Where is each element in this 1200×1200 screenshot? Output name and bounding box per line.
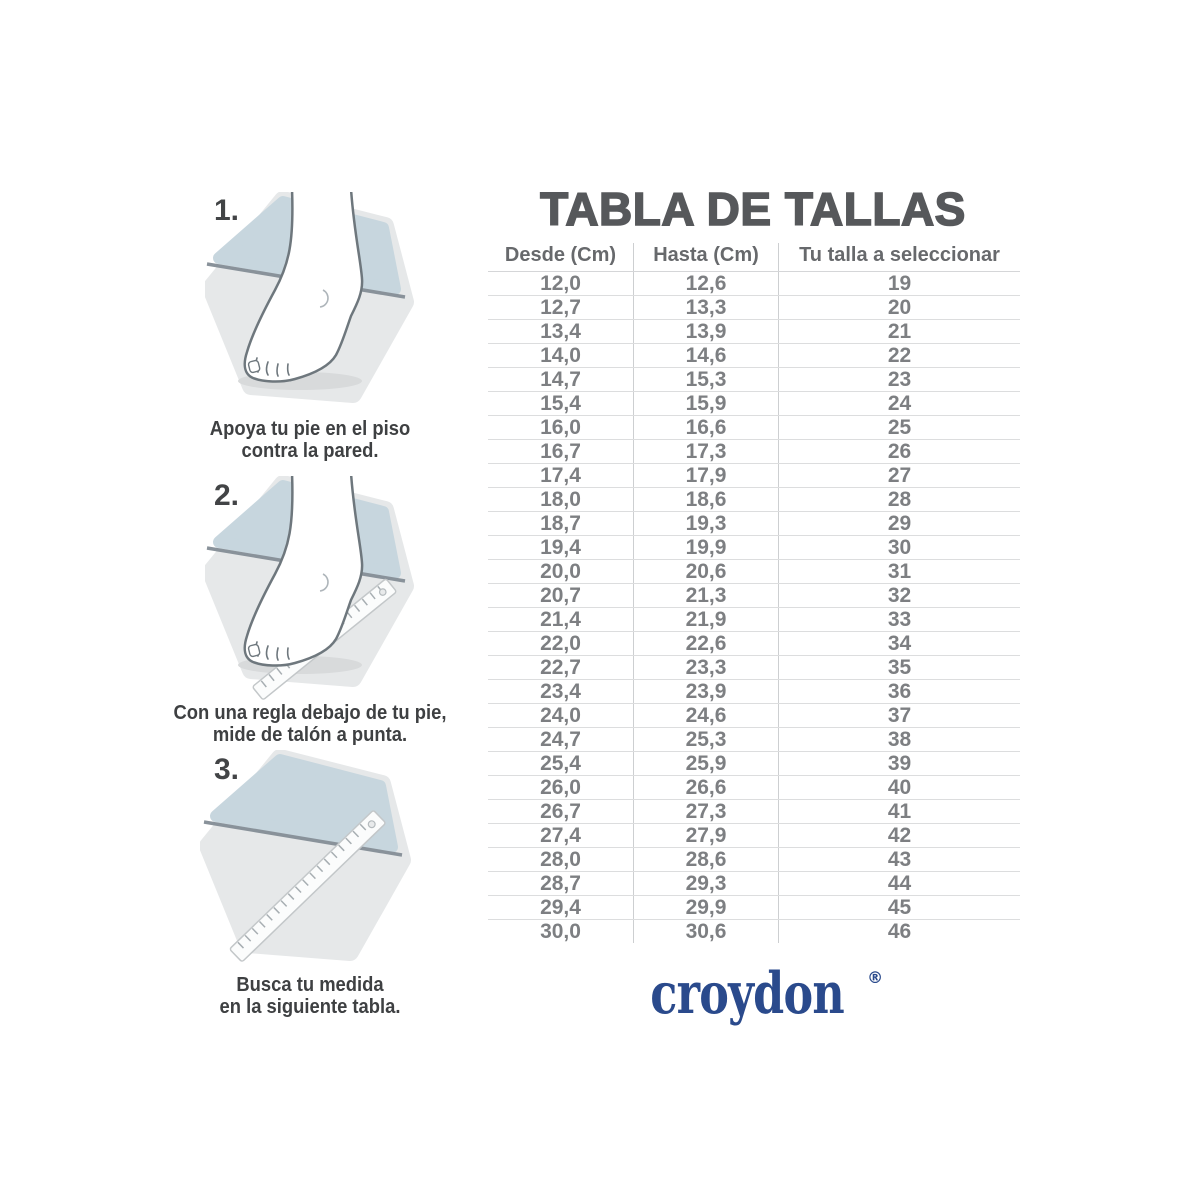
table-cell: 13,3	[634, 296, 779, 320]
table-cell: 20	[779, 296, 1021, 320]
table-cell: 21,3	[634, 584, 779, 608]
table-cell: 15,3	[634, 368, 779, 392]
table-row	[488, 296, 1020, 320]
caption-line: contra la pared.	[241, 440, 379, 462]
table-cell: 45	[779, 896, 1021, 920]
table-cell: 28,0	[488, 848, 634, 872]
table-cell: 22,7	[488, 656, 634, 680]
table-cell: 46	[779, 920, 1021, 944]
table-cell: 16,6	[634, 416, 779, 440]
table-row	[488, 656, 1020, 680]
table-row	[488, 632, 1020, 656]
table-cell: 28,7	[488, 872, 634, 896]
step-2-number: 2.	[214, 479, 240, 512]
step-1-caption	[154, 418, 467, 462]
step-2-caption	[154, 702, 467, 746]
table-cell: 13,4	[488, 320, 634, 344]
table-cell: 16,7	[488, 440, 634, 464]
table-cell: 13,9	[634, 320, 779, 344]
table-cell: 14,0	[488, 344, 634, 368]
table-cell: 24,0	[488, 704, 634, 728]
table-cell: 15,9	[634, 392, 779, 416]
table-row	[488, 320, 1020, 344]
table-row	[488, 848, 1020, 872]
table-cell: 25	[779, 416, 1021, 440]
table-cell: 21,9	[634, 608, 779, 632]
table-cell: 15,4	[488, 392, 634, 416]
table-cell: 27,9	[634, 824, 779, 848]
table-cell: 19,9	[634, 536, 779, 560]
table-cell: 20,6	[634, 560, 779, 584]
table-cell: 30,6	[634, 920, 779, 944]
table-cell: 44	[779, 872, 1021, 896]
table-cell: 28	[779, 488, 1021, 512]
table-cell: 18,7	[488, 512, 634, 536]
table-row	[488, 344, 1020, 368]
table-row	[488, 584, 1020, 608]
brand-name: croydon	[650, 960, 844, 1027]
table-cell: 34	[779, 632, 1021, 656]
table-cell: 26,7	[488, 800, 634, 824]
size-table-header	[488, 243, 1020, 272]
table-row	[488, 776, 1020, 800]
table-row	[488, 872, 1020, 896]
table-cell: 19	[779, 272, 1021, 296]
table-cell: 30	[779, 536, 1021, 560]
table-cell: 18,0	[488, 488, 634, 512]
table-cell: 19,3	[634, 512, 779, 536]
table-row	[488, 680, 1020, 704]
table-cell: 32	[779, 584, 1021, 608]
step-3-caption	[154, 974, 467, 1018]
table-cell: 21	[779, 320, 1021, 344]
column-header-hasta: Hasta (Cm)	[634, 243, 779, 272]
table-cell: 22,6	[634, 632, 779, 656]
table-cell: 23,4	[488, 680, 634, 704]
caption-line: Busca tu medida	[236, 974, 384, 996]
table-cell: 27	[779, 464, 1021, 488]
table-cell: 17,4	[488, 464, 634, 488]
table-cell: 17,9	[634, 464, 779, 488]
table-cell: 43	[779, 848, 1021, 872]
table-row	[488, 608, 1020, 632]
table-row	[488, 896, 1020, 920]
table-row	[488, 752, 1020, 776]
table-row	[488, 920, 1020, 944]
table-cell: 26,6	[634, 776, 779, 800]
table-cell: 26	[779, 440, 1021, 464]
table-cell: 25,9	[634, 752, 779, 776]
table-cell: 37	[779, 704, 1021, 728]
table-cell: 22	[779, 344, 1021, 368]
table-row	[488, 824, 1020, 848]
foot-against-wall-icon	[205, 192, 415, 420]
column-header-talla: Tu talla a seleccionar	[779, 243, 1021, 272]
table-cell: 29,4	[488, 896, 634, 920]
table-cell: 26,0	[488, 776, 634, 800]
table-cell: 20,7	[488, 584, 634, 608]
table-cell: 12,6	[634, 272, 779, 296]
table-cell: 41	[779, 800, 1021, 824]
table-cell: 29,3	[634, 872, 779, 896]
brand-logo	[488, 960, 1018, 1027]
table-cell: 35	[779, 656, 1021, 680]
page-title: TABLA DE TALLAS	[540, 183, 966, 235]
size-table-body	[488, 272, 1020, 944]
table-cell: 23,9	[634, 680, 779, 704]
caption-line: Con una regla debajo de tu pie,	[173, 702, 447, 724]
table-row	[488, 704, 1020, 728]
table-cell: 19,4	[488, 536, 634, 560]
table-cell: 14,6	[634, 344, 779, 368]
table-cell: 29,9	[634, 896, 779, 920]
table-cell: 29	[779, 512, 1021, 536]
table-cell: 24,6	[634, 704, 779, 728]
table-cell: 14,7	[488, 368, 634, 392]
table-cell: 27,3	[634, 800, 779, 824]
caption-line: mide de talón a punta.	[212, 724, 408, 746]
table-cell: 17,3	[634, 440, 779, 464]
table-cell: 16,0	[488, 416, 634, 440]
table-cell: 30,0	[540, 920, 581, 943]
table-row	[488, 392, 1020, 416]
table-cell: 39	[779, 752, 1021, 776]
table-cell: 23	[779, 368, 1021, 392]
table-cell: 21,4	[488, 608, 634, 632]
step-1-number: 1.	[214, 194, 240, 227]
table-row	[488, 368, 1020, 392]
table-cell: 38	[779, 728, 1021, 752]
table-cell: 42	[779, 824, 1021, 848]
table-row	[488, 416, 1020, 440]
table-cell: 31	[779, 560, 1021, 584]
caption-line: Apoya tu pie en el piso	[209, 418, 411, 440]
ruler-on-floor-icon	[200, 750, 415, 975]
foot-measured-with-ruler-icon	[205, 476, 415, 710]
size-table	[488, 243, 1020, 943]
table-cell: 24	[779, 392, 1021, 416]
table-row	[488, 536, 1020, 560]
table-row	[488, 512, 1020, 536]
table-row	[488, 464, 1020, 488]
table-cell: 25,3	[634, 728, 779, 752]
table-cell: 33	[779, 608, 1021, 632]
step-3-number: 3.	[214, 753, 240, 786]
table-cell: 25,4	[488, 752, 634, 776]
table-cell: 20,0	[488, 560, 634, 584]
registered-trademark-icon: ®	[867, 968, 884, 987]
table-cell: 27,4	[488, 824, 634, 848]
table-cell: 22,0	[488, 632, 634, 656]
table-cell: 24,7	[488, 728, 634, 752]
table-row	[488, 440, 1020, 464]
table-cell: 12,7	[488, 296, 634, 320]
table-cell: 18,6	[634, 488, 779, 512]
table-cell: 28,6	[634, 848, 779, 872]
table-cell: 40	[779, 776, 1021, 800]
table-cell: 12,0	[488, 272, 634, 296]
table-cell: 23,3	[634, 656, 779, 680]
table-row	[488, 728, 1020, 752]
table-row	[488, 800, 1020, 824]
table-cell: 36	[779, 680, 1021, 704]
table-row	[488, 560, 1020, 584]
table-row	[488, 272, 1020, 296]
column-header-desde: Desde (Cm)	[488, 243, 634, 272]
caption-line: en la siguiente tabla.	[219, 996, 401, 1018]
table-row	[488, 488, 1020, 512]
